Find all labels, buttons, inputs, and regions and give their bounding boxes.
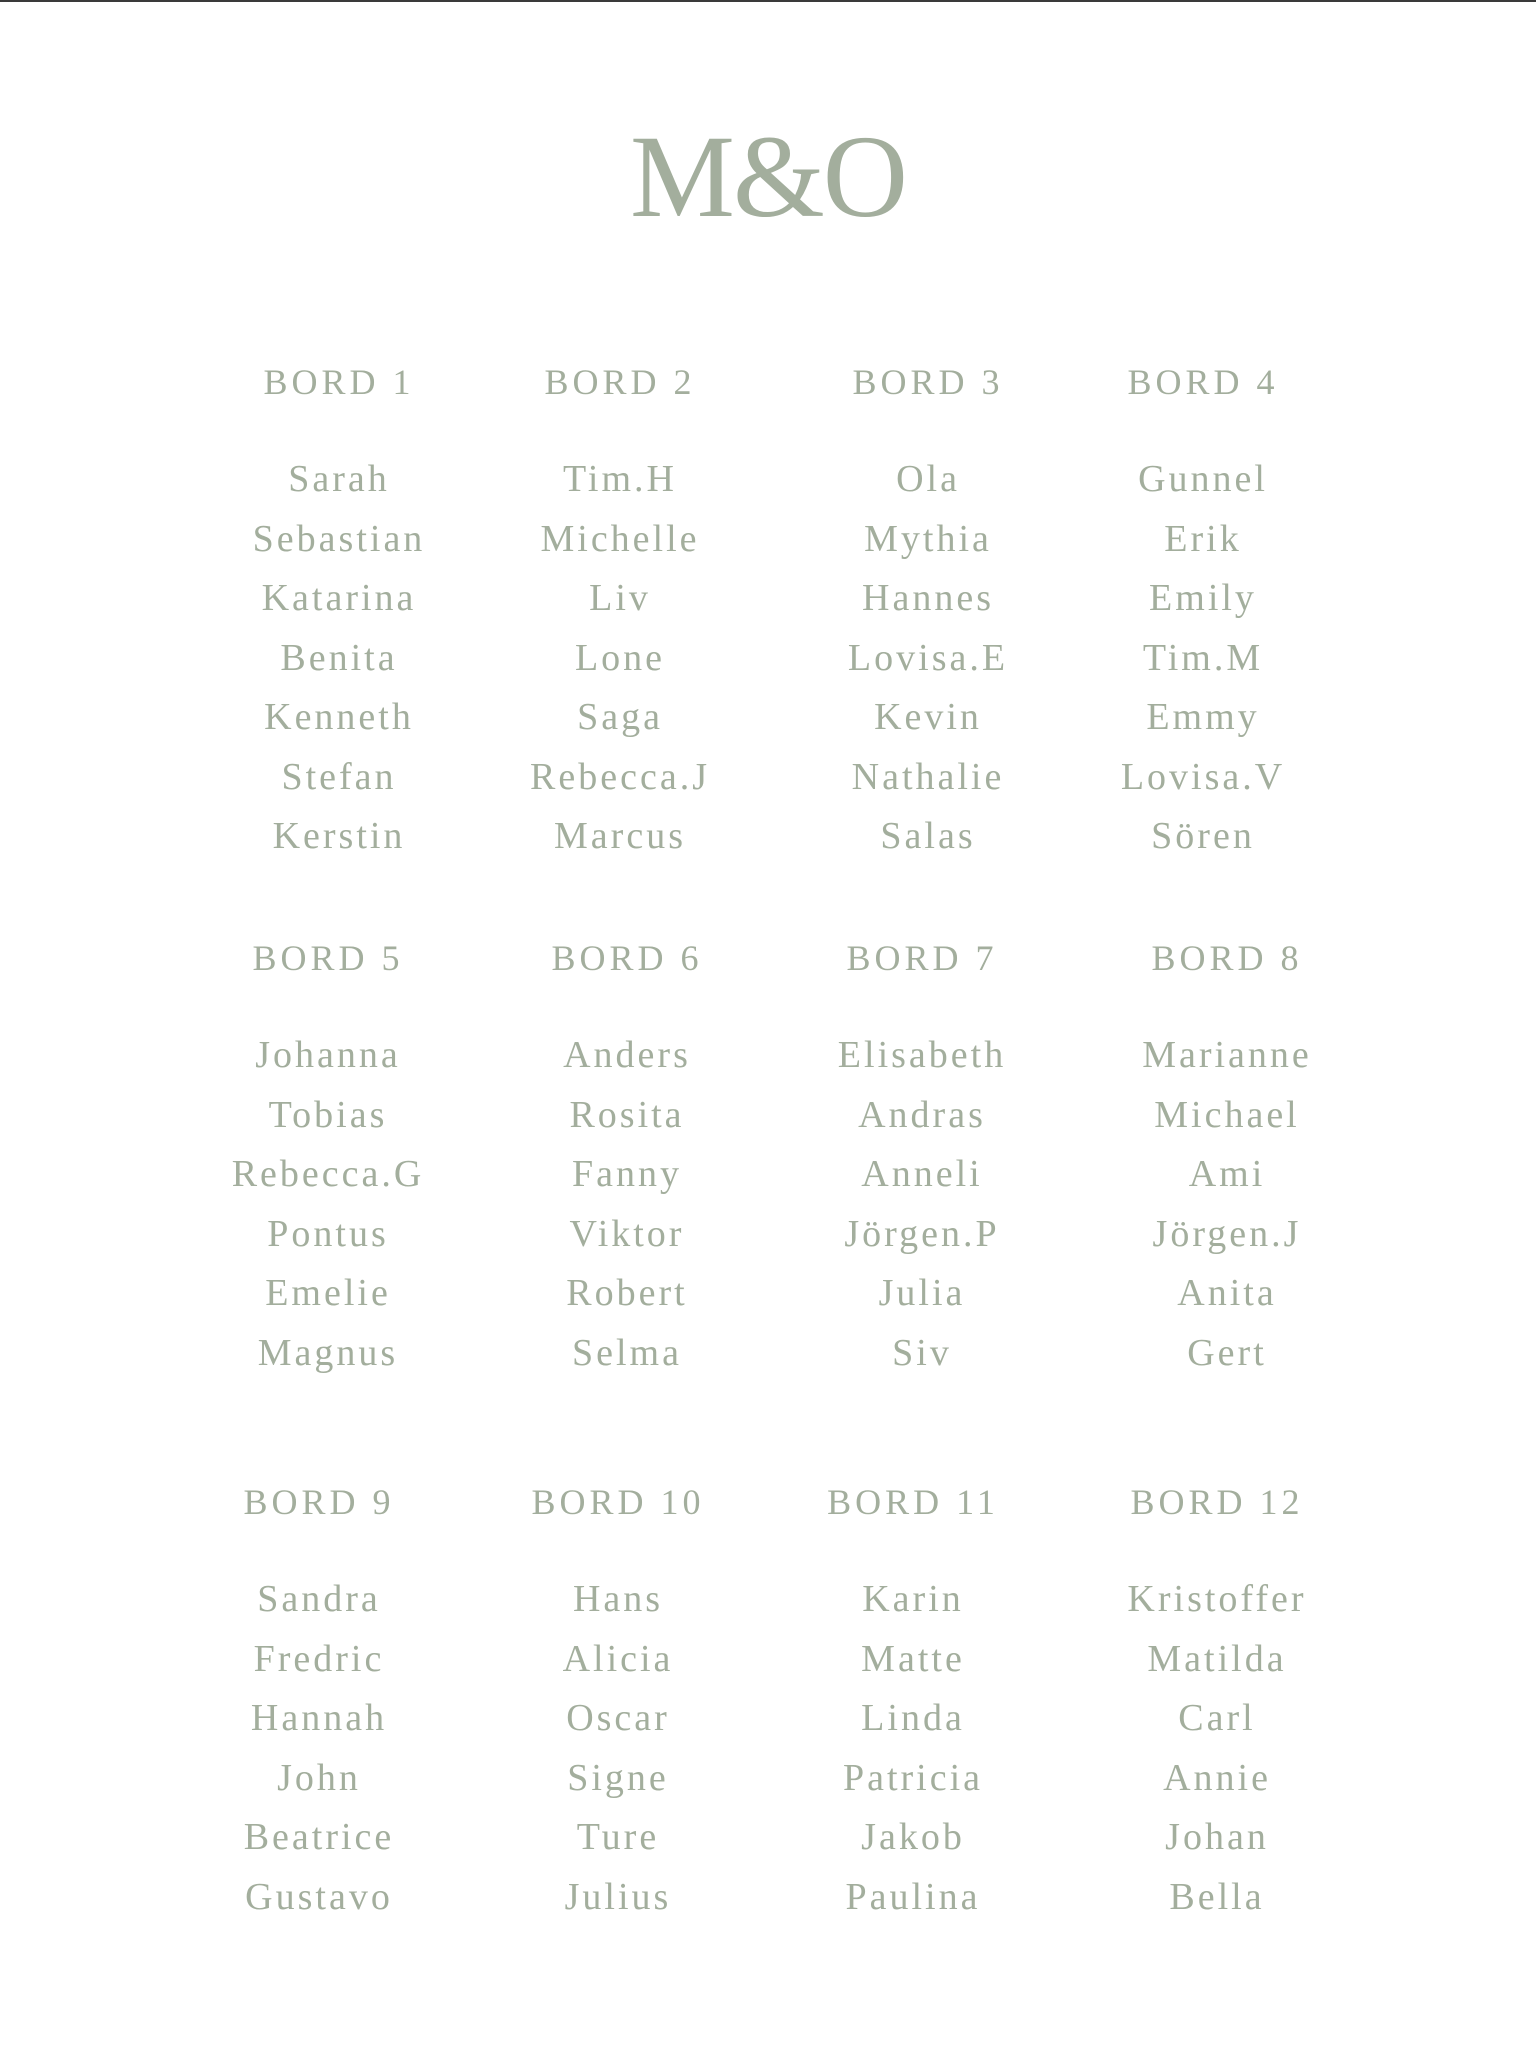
guest-name: Pontus	[267, 1212, 389, 1255]
guest-list	[199, 1570, 439, 1927]
guest-name: Beatrice	[243, 1816, 395, 1858]
guest-name: Robert	[566, 1272, 688, 1314]
guest-name: Nathalie	[851, 755, 1005, 798]
guest-name: Rosita	[569, 1093, 685, 1136]
guest-name: Kenneth	[264, 696, 414, 738]
guest-name: Anders	[563, 1034, 691, 1076]
table-title: BORD 11	[827, 1482, 999, 1522]
guest-name: Lovisa.E	[847, 636, 1009, 679]
table-block-4	[1083, 364, 1323, 867]
guest-name: Ola	[896, 458, 960, 500]
guest-name: Elisabeth	[837, 1034, 1007, 1076]
guest-name: Selma	[572, 1331, 682, 1374]
table-block-11	[793, 1484, 1033, 1927]
table-title: BORD 9	[243, 1482, 395, 1522]
guest-name: Siv	[892, 1331, 952, 1374]
guest-name: Alicia	[562, 1637, 674, 1680]
table-title: BORD 1	[263, 362, 415, 402]
guest-name: Jörgen.P	[844, 1212, 1000, 1255]
table-block-9	[199, 1484, 439, 1927]
guest-name: Katarina	[261, 577, 417, 619]
top-border-line	[0, 0, 1536, 2]
guest-name: Gert	[1187, 1331, 1267, 1374]
table-title: BORD 2	[544, 362, 696, 402]
table-title: BORD 4	[1127, 362, 1279, 402]
guest-name: Michelle	[540, 517, 700, 560]
guest-list	[802, 1026, 1042, 1383]
guest-name: Patricia	[842, 1756, 984, 1799]
guest-name: Ami	[1188, 1153, 1266, 1195]
guest-name: Erik	[1164, 517, 1242, 560]
guest-name: Bella	[1169, 1875, 1265, 1918]
guest-name: Hans	[572, 1578, 664, 1620]
guest-name: Johanna	[255, 1034, 401, 1076]
guest-name: Julius	[564, 1875, 672, 1918]
monogram-title: M&O	[630, 111, 906, 242]
guest-list	[507, 1026, 747, 1383]
guest-name: Gunnel	[1138, 458, 1268, 500]
guest-name: Benita	[280, 636, 398, 679]
guest-name: Tim.M	[1142, 636, 1264, 679]
guest-name: Lone	[574, 636, 666, 679]
table-title: BORD 10	[531, 1482, 705, 1522]
guest-list	[793, 1570, 1033, 1927]
guest-name: Hannah	[250, 1697, 388, 1739]
guest-name: Kevin	[874, 696, 982, 738]
guest-name: Tim.H	[563, 458, 677, 500]
guest-name: Stefan	[281, 755, 397, 798]
guest-list	[1083, 450, 1323, 867]
table-block-10	[498, 1484, 738, 1927]
table-block-6	[507, 940, 747, 1383]
table-title: BORD 3	[852, 362, 1004, 402]
guest-name: Oscar	[566, 1697, 670, 1739]
guest-name: Viktor	[569, 1212, 685, 1255]
guest-name: Sören	[1151, 815, 1255, 857]
guest-list	[208, 1026, 448, 1383]
guest-name: Fredric	[253, 1637, 385, 1680]
guest-name: Salas	[880, 815, 976, 857]
guest-name: Magnus	[257, 1331, 399, 1374]
table-title: BORD 8	[1151, 938, 1303, 978]
guest-name: Rebecca.J	[530, 755, 710, 798]
table-block-1	[219, 364, 459, 867]
guest-name: Johan	[1165, 1816, 1269, 1858]
table-title: BORD 6	[551, 938, 703, 978]
guest-name: Emelie	[265, 1272, 391, 1314]
guest-name: Matte	[861, 1637, 965, 1680]
guest-name: Signe	[567, 1756, 669, 1799]
guest-list	[498, 1570, 738, 1927]
guest-name: Jörgen.J	[1152, 1212, 1302, 1255]
table-block-7	[802, 940, 1042, 1383]
guest-name: Annie	[1163, 1756, 1271, 1799]
guest-name: Rebecca.G	[231, 1153, 425, 1195]
table-title: BORD 7	[846, 938, 998, 978]
guest-name: Emmy	[1146, 696, 1260, 738]
guest-name: Liv	[589, 577, 651, 619]
guest-name: Emily	[1149, 577, 1257, 619]
table-block-3	[808, 364, 1048, 867]
table-title: BORD 5	[252, 938, 404, 978]
guest-name: Anita	[1177, 1272, 1277, 1314]
table-block-12	[1097, 1484, 1337, 1927]
guest-name: Anneli	[861, 1153, 983, 1195]
table-block-2	[500, 364, 740, 867]
table-block-8	[1107, 940, 1347, 1383]
guest-name: Paulina	[845, 1875, 981, 1918]
guest-name: Mythia	[864, 517, 992, 560]
guest-name: Marcus	[554, 815, 686, 857]
guest-list	[219, 450, 459, 867]
guest-name: Julia	[878, 1272, 966, 1314]
guest-name: Fanny	[572, 1153, 682, 1195]
guest-name: Hannes	[862, 577, 994, 619]
guest-name: Linda	[861, 1697, 965, 1739]
table-title: BORD 12	[1130, 1482, 1304, 1522]
guest-name: John	[277, 1756, 361, 1799]
guest-name: Michael	[1154, 1093, 1300, 1136]
guest-name: Jakob	[861, 1816, 965, 1858]
guest-name: Ture	[576, 1816, 660, 1858]
guest-name: Kerstin	[272, 815, 406, 857]
guest-name: Gustavo	[245, 1875, 393, 1918]
guest-name: Andras	[858, 1093, 986, 1136]
guest-list	[1107, 1026, 1347, 1383]
guest-name: Carl	[1178, 1697, 1256, 1739]
guest-name: Saga	[577, 696, 663, 738]
guest-name: Marianne	[1142, 1034, 1312, 1076]
guest-list	[500, 450, 740, 867]
guest-name: Lovisa.V	[1120, 755, 1286, 798]
guest-name: Karin	[862, 1578, 964, 1620]
guest-list	[1097, 1570, 1337, 1927]
guest-name: Sebastian	[252, 517, 426, 560]
guest-name: Kristoffer	[1127, 1578, 1307, 1620]
guest-name: Sarah	[288, 458, 390, 500]
guest-list	[808, 450, 1048, 867]
table-block-5	[208, 940, 448, 1383]
guest-name: Sandra	[257, 1578, 381, 1620]
guest-name: Matilda	[1147, 1637, 1287, 1680]
guest-name: Tobias	[268, 1093, 388, 1136]
